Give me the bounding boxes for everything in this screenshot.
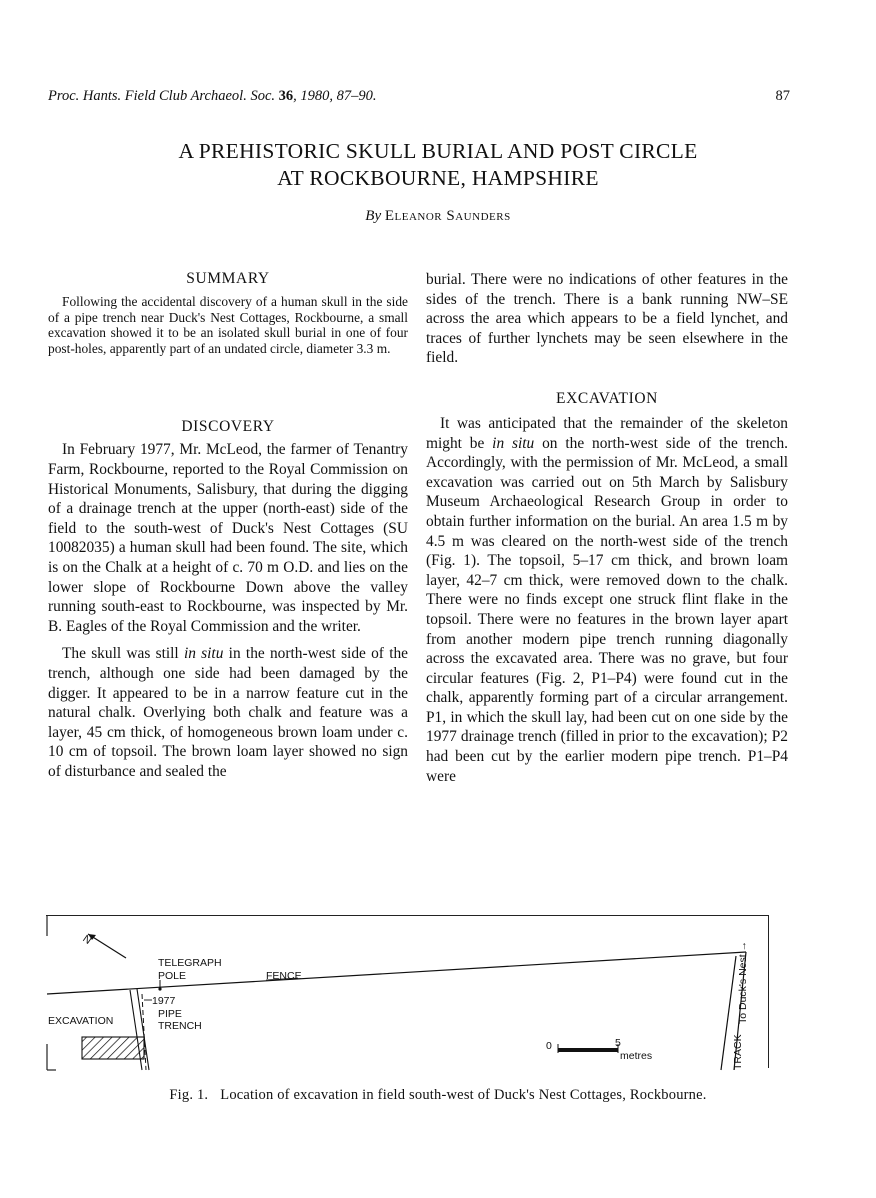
journal-name: Proc. Hants. Field Club Archaeol. Soc.	[48, 88, 276, 104]
discovery-heading: DISCOVERY	[181, 418, 275, 436]
pole-label: POLE	[158, 970, 187, 982]
scale-unit-label: metres	[620, 1050, 653, 1062]
telegraph-label: TELEGRAPH	[158, 957, 222, 969]
journal-citation	[48, 88, 377, 105]
excavation-area-label: EXCAVATION	[48, 1015, 114, 1027]
track-label: TRACK	[732, 1034, 744, 1070]
author-name: Eleanor Saunders	[384, 208, 511, 224]
byline-by: By	[365, 208, 382, 224]
excavation-p1-start: It was anticipated that the remainder of the skeleton might be	[426, 414, 788, 452]
discovery-paragraph-1: In February 1977, Mr. McLeod, the farmer of Tenantry Farm, Rockbourne, reported to the Royal Commission on Historical Monuments, Salisbury, that during the digging of a drainage trench at the upper (north-east) side of the field to the south-west of Duck's Nest Cottages (SU 10082035) a human skull had been found. The site, which is on the Chalk at a height of c. 70 m O.D. and lies on the lower slope of Rockbourne Down above the valley running south-east to Rockbourne, was inspected by Mr. B. Eagles of the Royal Commission and the writer.	[48, 441, 408, 635]
volume-number: 36	[278, 88, 294, 104]
byline	[48, 208, 828, 225]
summary-text: Following the accidental discovery of a human skull in the side of a pipe trench near Duck's Nest Cottages, Rockbourne, a small excavation showed it to be an isolated skull burial in one of four post-holes, apparently part of an undated circle, diameter 3.3 m.	[48, 294, 408, 356]
title-line-2: AT ROCKBOURNE, HAMPSHIRE	[277, 166, 599, 190]
discovery-paragraph-2	[48, 644, 408, 781]
trench-1977-label: 1977	[152, 995, 176, 1007]
summary-heading: SUMMARY	[186, 270, 270, 287]
fence-label: FENCE	[266, 970, 302, 982]
left-column	[48, 270, 408, 781]
burial-continuation: burial. There were no indications of other features in the sides of the trench. There is a bank running NW–SE across the area which appears to be a field lynchet, and traces of further lynchets may be seen elsewhere in the field.	[426, 271, 788, 367]
north-arrow-icon	[80, 933, 126, 958]
excavation-p1-end: on the north-west side of the trench. Accordingly, with the permission of Mr. McLeod, a small excavation was carried out on 5th March by Salisbury Museum Archaeological Research Group in order to obtain further information on the burial. An area 1.5 m by 4.5 m was cleared on the north-west side of the trench (Fig. 1). The topsoil, 5–17 cm thick, and brown loam layer, 42–7 cm thick, were removed down to the chalk. There were no finds except one struck flint flake in the topsoil. There were no features in the brown layer apart from another modern pipe trench running diagonally across the excavated area. There was no grave, but four circular features (Fig. 2, P1–P4) were found cut in the chalk, apparently forming part of a circular arrangement. P1, in which the skull lay, had been cut on one side by the 1977 drainage trench (filled in prior to the excavation); P2 had been cut by the earlier modern pipe trench. P1–P4 were	[426, 434, 789, 785]
figure-label: Fig. 1.	[169, 1087, 209, 1103]
excavation-heading: EXCAVATION	[556, 389, 658, 407]
discovery-p2-end: in the north-west side of the trench, although one side had been damaged by the digger. It appeared to be in a narrow feature cut in the natural chalk. Overlying both chalk and feature was a layer, 45 cm thick, of homogeneous brown loam under c. 10 cm of topsoil. The brown loam layer showed no sign of disturbance and sealed the	[48, 645, 409, 780]
figure-1-caption	[48, 1087, 828, 1104]
scale-bar	[558, 1048, 618, 1052]
figure-caption-text: Location of excavation in field south-west of Duck's Nest Cottages, Rockbourne.	[220, 1087, 707, 1103]
discovery-p2-italic: in situ	[183, 645, 224, 663]
title-line-1: A PREHISTORIC SKULL BURIAL AND POST CIRCLE	[178, 139, 698, 163]
article-title	[48, 138, 828, 192]
north-label: N	[80, 932, 94, 947]
excavation-area-hatched	[82, 1037, 144, 1059]
telegraph-pole-icon	[158, 987, 161, 990]
scale-zero-label: 0	[546, 1040, 552, 1052]
discovery-p2-start: The skull was still	[62, 645, 184, 663]
citation-pages: , 1980, 87–90.	[293, 88, 377, 104]
pipe-label: PIPE	[158, 1008, 182, 1020]
fence-line	[47, 952, 746, 994]
figure-1-map	[46, 915, 769, 1068]
scale-five-label: 5	[615, 1037, 621, 1049]
location-map-svg	[46, 916, 770, 1072]
right-column	[426, 270, 788, 786]
to-ducks-nest-label: To Duck's Nest →	[737, 940, 749, 1024]
trench-label: TRENCH	[158, 1020, 202, 1032]
page-number: 87	[775, 88, 790, 104]
excavation-paragraph	[426, 414, 788, 786]
excavation-p1-italic: in situ	[492, 434, 535, 452]
running-header	[48, 88, 790, 110]
